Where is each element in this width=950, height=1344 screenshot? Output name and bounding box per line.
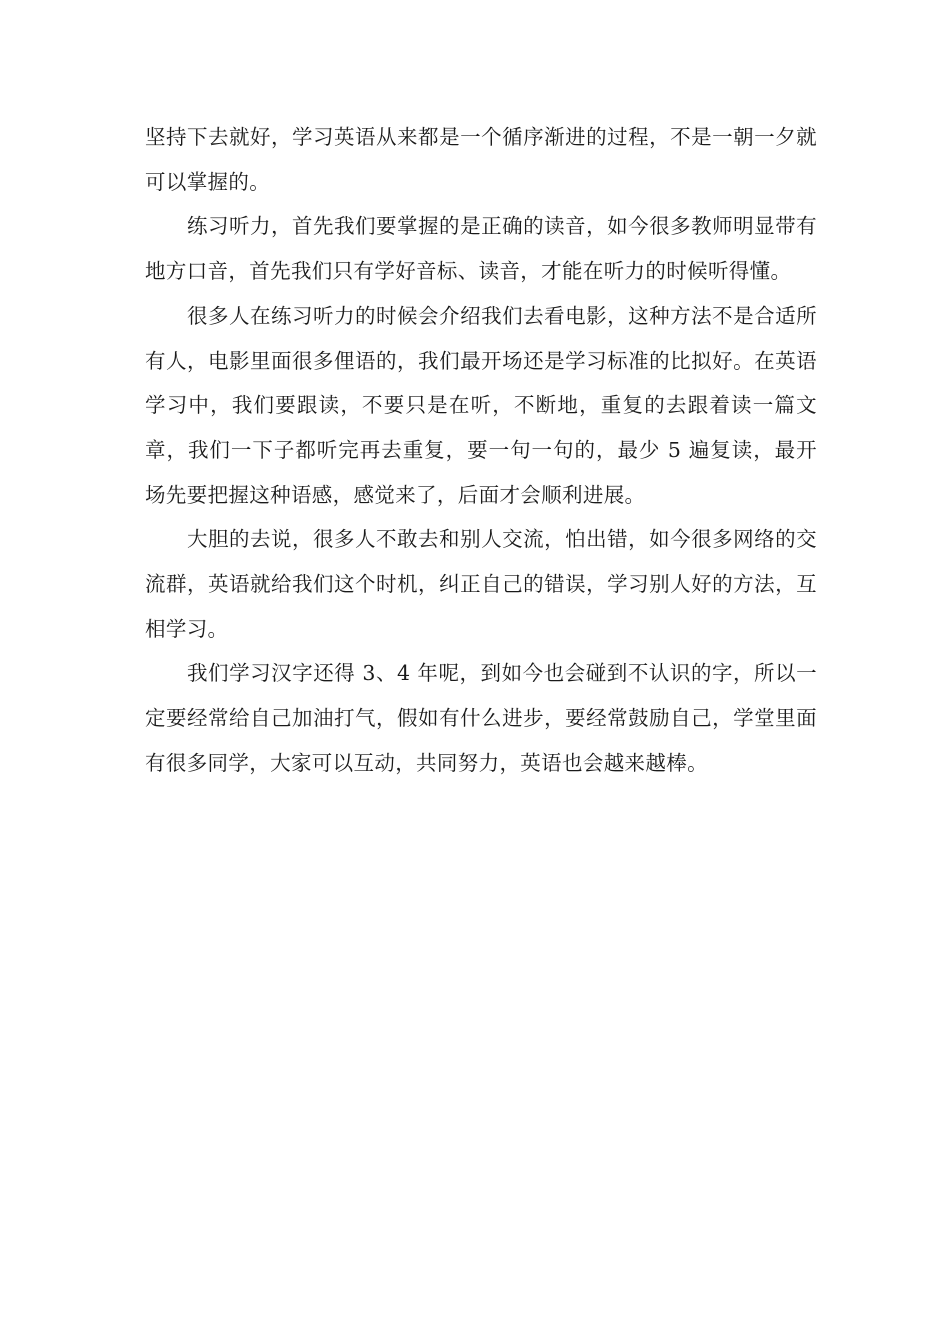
paragraph-3: 很多人在练习听力的时候会介绍我们去看电影，这种方法不是合适所有人，电影里面很多俚语的，我们最开场还是学习标准的比拟好。在英语学习中，我们要跟读，不要只是在听，不断地，重复的去跟着读一篇文章，我们一下子都听完再去重复，要一句一句的，最少 5 遍复读，最开场先要把握这种语感，感觉来了，后面才会顺利进展。	[145, 303, 817, 507]
paragraph-2: 练习听力，首先我们要掌握的是正确的读音，如今很多教师明显带有地方口音，首先我们只有学好音标、读音，才能在听力的时候听得懂。	[145, 214, 817, 284]
document-body	[145, 115, 817, 786]
paragraph-5: 我们学习汉字还得 3、4 年呢，到如今也会碰到不认识的字，所以一定要经常给自己加油打气，假如有什么进步，要经常鼓励自己，学堂里面有很多同学，大家可以互动，共同努力，英语也会越来越棒。	[145, 661, 817, 775]
paragraph-4: 大胆的去说，很多人不敢去和别人交流，怕出错，如今很多网络的交流群，英语就给我们这个时机，纠正自己的错误，学习别人好的方法，互相学习。	[145, 527, 817, 641]
paragraph-1: 坚持下去就好，学习英语从来都是一个循序渐进的过程，不是一朝一夕就可以掌握的。	[145, 125, 817, 194]
